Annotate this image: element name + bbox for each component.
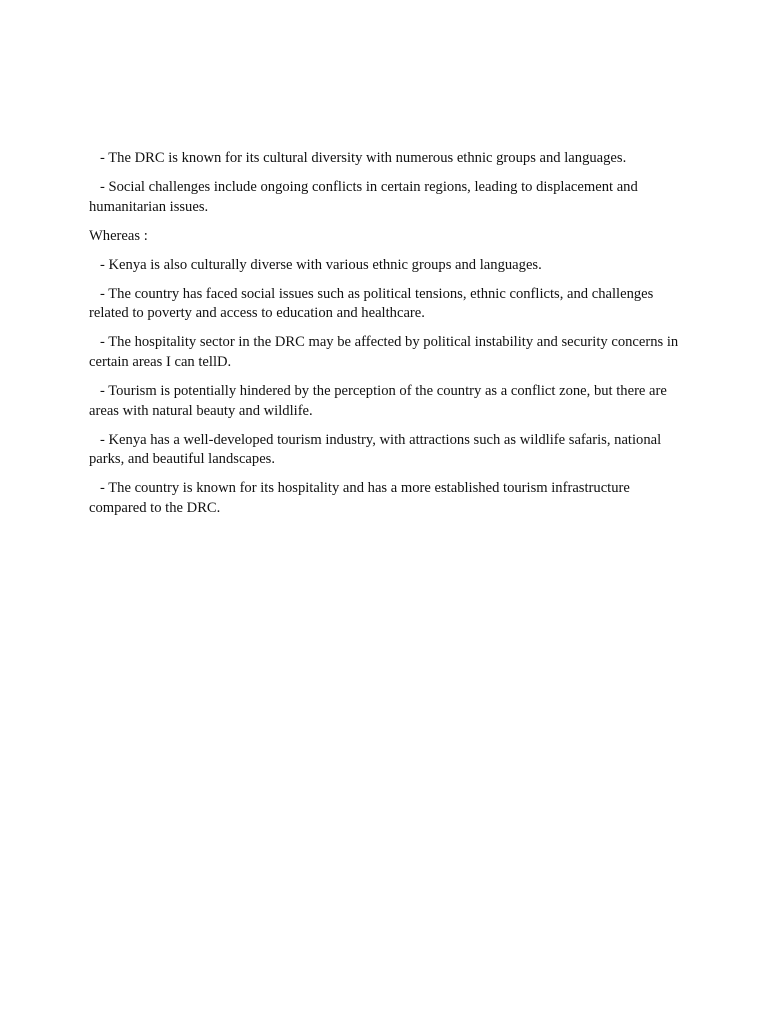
paragraph-kenya-social-issues: - The country has faced social issues such as political tensions, ethnic conflicts, and challenges related to poverty and access to education and healthcare. <box>89 285 654 322</box>
paragraph-drc-hospitality: - The hospitality sector in the DRC may be affected by political instability and security concerns in certain areas I can tellD. <box>89 334 679 370</box>
paragraph-drc-cultural-diversity: - The DRC is known for its cultural diversity with numerous ethnic groups and languages. <box>100 150 627 166</box>
paragraph-kenya-hospitality: - The country is known for its hospitality and has a more established tourism infrastructure compared to the DRC. <box>89 480 630 516</box>
paragraph-kenya-cultural-diversity: - Kenya is also culturally diverse with various ethnic groups and languages. <box>100 256 542 273</box>
paragraph-kenya-tourism: - Kenya has a well-developed tourism industry, with attractions such as wildlife safaris, national parks, and beautiful landscapes. <box>89 431 662 468</box>
paragraph-whereas: Whereas : <box>89 227 148 244</box>
paragraph-drc-tourism: - Tourism is potentially hindered by the perception of the country as a conflict zone, but there are areas with natural beauty and wildlife. <box>89 383 667 419</box>
paragraph-drc-social-challenges: - Social challenges include ongoing conflicts in certain regions, leading to displacement and humanitarian issues. <box>89 179 638 215</box>
document-body <box>89 149 679 528</box>
